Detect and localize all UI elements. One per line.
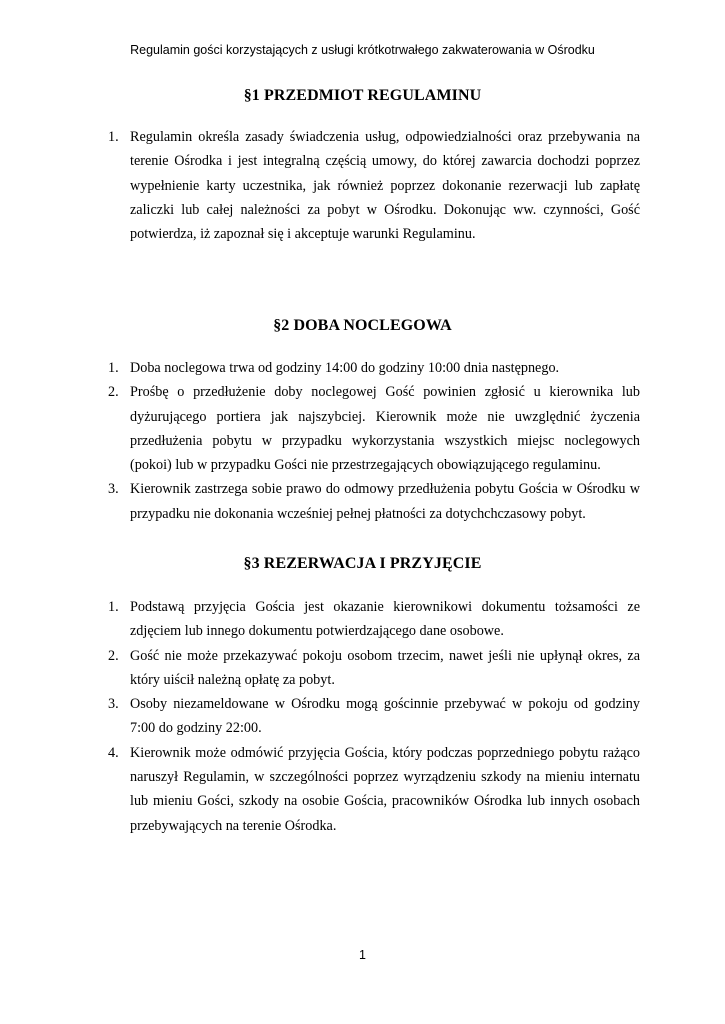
section-3-heading: §3 REZERWACJA I PRZYJĘCIE [243, 555, 482, 572]
list-item [108, 692, 640, 741]
list-item [108, 125, 640, 246]
section-3-list [108, 595, 640, 838]
page-number: 1 [359, 948, 366, 962]
list-item [108, 477, 640, 526]
list-item [108, 644, 640, 693]
item-text: Kierownik zastrzega sobie prawo do odmowy przedłużenia pobytu Gościa w Ośrodku w przypadku nie dokonania wcześniej pełnej płatności za dotychchczasowy pobyt. [130, 481, 640, 522]
item-number: 2. [108, 384, 119, 401]
list-item [108, 741, 640, 838]
item-number: 4. [108, 744, 119, 761]
item-text: Osoby niezameldowane w Ośrodku mogą gościnnie przebywać w pokoju od godziny 7:00 do godziny 22:00. [130, 696, 640, 737]
page-header: Regulamin gości korzystających z usługi krótkotrwałego zakwaterowania w Ośrodku [130, 43, 595, 57]
item-text: Podstawą przyjęcia Gościa jest okazanie kierownikowi dokumentu tożsamości ze zdjęciem lub innego dokumentu potwierdzającego dane osobowe. [130, 599, 640, 640]
item-text: Regulamin określa zasady świadczenia usług, odpowiedzialności oraz przebywania na terenie Ośrodka i jest integralną częścią umowy, do której zawarcia dochodzi poprzez wypełnienie karty uczestnika, jak również poprzez dokonanie rezerwacji lub zapłatę zaliczki lub całej należności za pobyt w Ośrodku. Dokonując ww. czynności, Gość potwierdza, iż zapoznał się i akceptuje warunki Regulaminu. [130, 129, 640, 243]
list-item [108, 356, 640, 380]
item-number: 3. [108, 696, 119, 713]
item-number: 1. [108, 599, 119, 615]
item-text: Kierownik może odmówić przyjęcia Gościa, który podczas poprzedniego pobytu rażąco naruszył Regulamin, w szczególności poprzez wyrządzeniu szkody na mieniu internatu lub mieniu Gości, szkody na osobie Gościa, pracowników Ośrodka lub innych osobach przebywających na terenie Ośrodka. [130, 744, 640, 834]
item-text: Doba noclegowa trwa od godziny 14:00 do godziny 10:00 dnia następnego. [130, 360, 560, 376]
item-number: 1. [108, 360, 119, 376]
item-text: Gość nie może przekazywać pokoju osobom trzecim, nawet jeśli nie upłynął okres, za który uiścił należną opłatę za pobyt. [130, 647, 640, 688]
section-1-list [108, 125, 640, 246]
section-2-heading: §2 DOBA NOCLEGOWA [273, 317, 452, 334]
list-item [108, 595, 640, 644]
list-item [108, 380, 640, 477]
item-text: Prośbę o przedłużenie doby noclegowej Gość powinien zgłosić u kierownika lub dyżurującego portiera jak najszybciej. Kierownik może nie uwzględnić życzenia przedłużenia pobytu w przypadku wykorzystania wszystkich miejsc noclegowych (pokoi) lub w przypadku Gości nie przestrzegających obowiązującego regulaminu. [130, 384, 640, 474]
section-2-list [108, 356, 640, 526]
section-1-heading: §1 PRZEDMIOT REGULAMINU [243, 87, 482, 104]
item-number: 2. [108, 647, 119, 664]
item-number: 3. [108, 481, 119, 498]
item-number: 1. [108, 129, 119, 145]
